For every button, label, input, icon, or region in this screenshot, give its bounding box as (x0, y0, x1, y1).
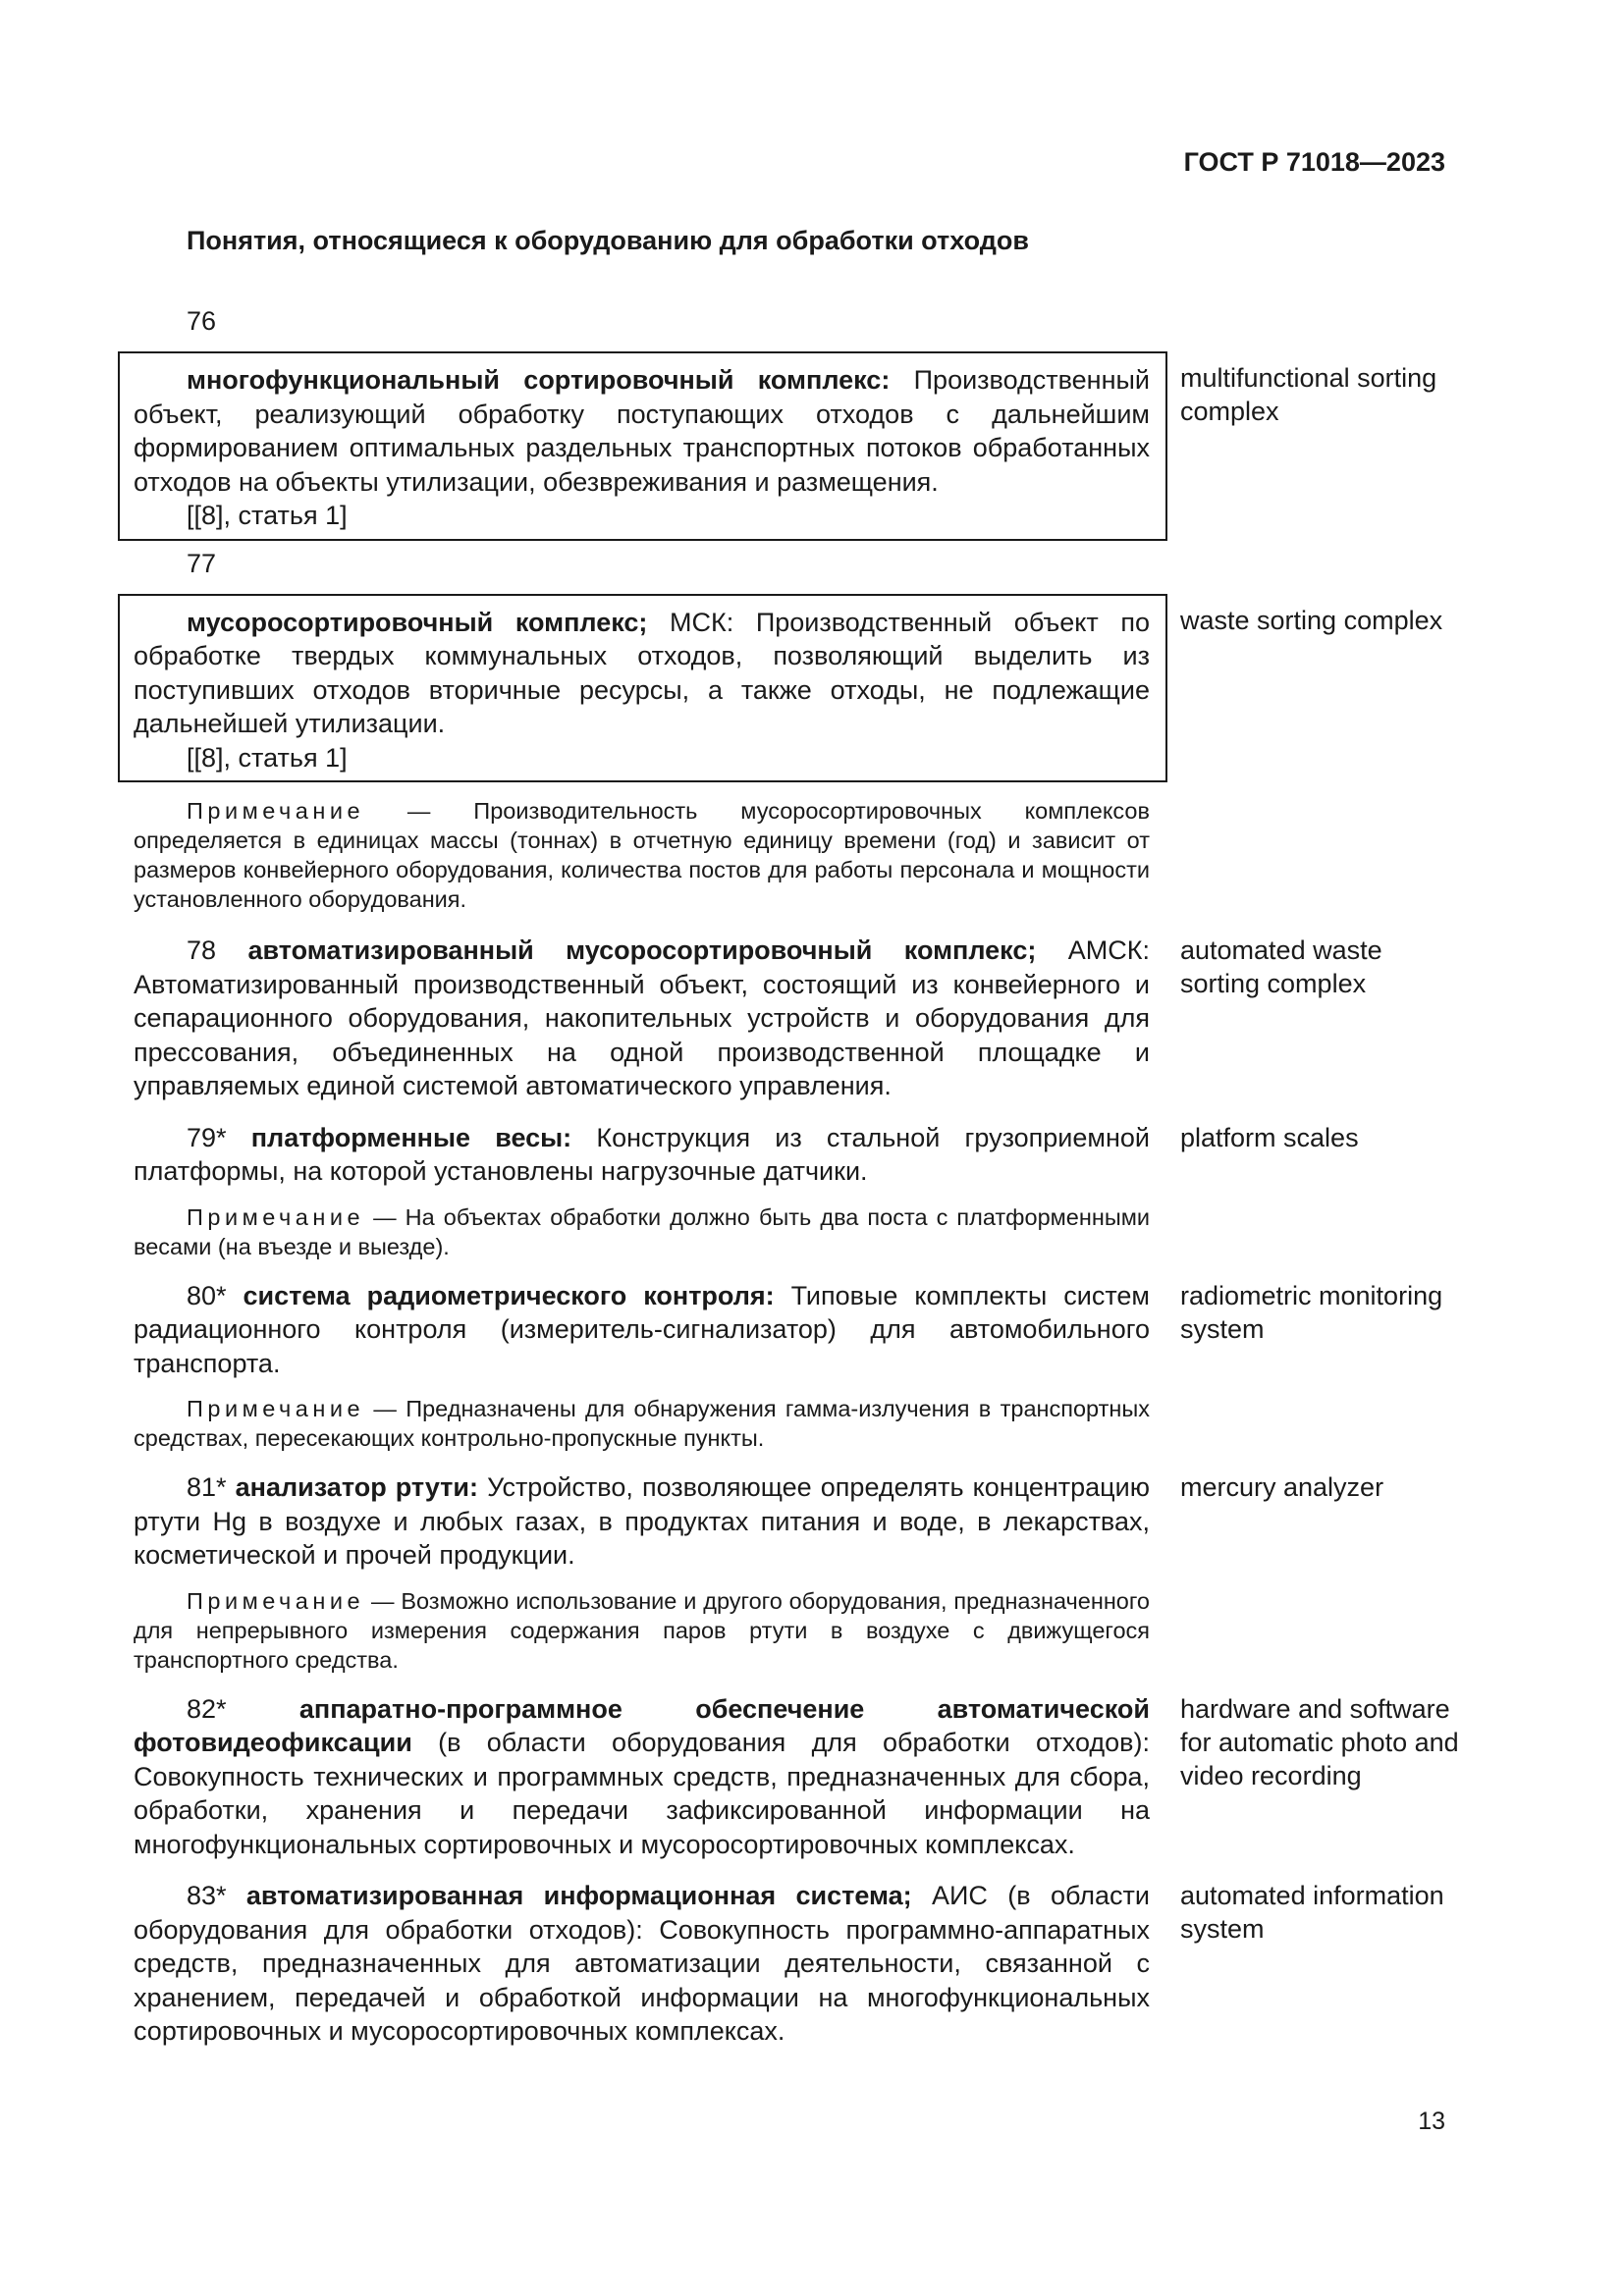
definition: АИС (в области оборудования для обработки отходов): Совокупность программно-аппаратных средств, предназначенных для автоматизации деятельности, связанной с хранением, передачей и обработкой информации на многофункциональных сортировочных и мусоросортировочных комплексах. (134, 1881, 1150, 2046)
definition: (в области оборудования для обработки отходов): Совокупность технических и программных средств, предназначенных для сбора, обработки, хранения и передачи зафиксированной информации на многофункциональных сортировочных и мусоросортировочных комплексах. (134, 1728, 1150, 1859)
term-entry (0, 1692, 1624, 1862)
source-reference: [[8], статья 1] (187, 501, 348, 530)
term-number: 76 (187, 306, 217, 336)
term-number: 77 (187, 548, 217, 578)
english-equivalent: mercury analyzer (1180, 1472, 1384, 1502)
english-equivalent: hardware and software for automatic photo and video recording (1180, 1693, 1459, 1790)
english-equivalent: automated waste sorting complex (1180, 935, 1382, 998)
term-frame (118, 351, 1167, 541)
term: платформенные весы: (250, 1122, 572, 1152)
term: аппаратно-программное обеспечение автоматической фотовидеофиксации (134, 1693, 1150, 1757)
section-title: Понятия, относящиеся к оборудованию для обработки отходов (187, 226, 1029, 255)
note-label: Примечание (187, 1396, 365, 1421)
term: многофункциональный сортировочный комплекс: (187, 365, 891, 395)
note (134, 1586, 1150, 1675)
term: система радиометрического контроля: (243, 1280, 775, 1310)
english-equivalent: radiometric monitoring system (1180, 1280, 1443, 1344)
note-label: Примечание (187, 798, 365, 824)
term: анализатор ртути: (235, 1472, 478, 1502)
note (134, 1202, 1150, 1261)
source-reference: [[8], статья 1] (187, 742, 348, 773)
term-number: 78 (187, 935, 217, 965)
term: мусоросортировочный комплекс; (187, 607, 648, 637)
definition: Типовые комплекты систем радиационного контроля (измеритель-сигнализатор) для автомобильного транспорта. (134, 1280, 1150, 1378)
term-frame (118, 594, 1167, 783)
definition: АМСК: Автоматизированный производственный объект, состоящий из конвейерного и сепарационного оборудования, накопительных устройств и оборудования для прессования, объединенных на одной производственной площадке и управляемых единой системой автоматического управления. (134, 935, 1150, 1100)
term-number: 81* (187, 1472, 227, 1502)
standard-designation: ГОСТ Р 71018—2023 (1183, 147, 1445, 177)
term-entry (0, 1121, 1624, 1189)
term-number: 83* (187, 1881, 227, 1910)
term-entry (0, 1879, 1624, 2049)
note-text: — На объектах обработки должно быть два поста с платформенными весами (на въезде и выезде). (134, 1203, 1151, 1259)
english-equivalent: platform scales (1180, 1122, 1359, 1152)
note-text: — Производительность мусоросортировочных комплексов определяется в единицах массы (тоннах) в отчетную единицу времени (год) и зависит от размеров конвейерного оборудования, количества постов для работы персонала и мощности установленного оборудования. (134, 798, 1150, 912)
term-entry (0, 1470, 1624, 1573)
term-number: 82* (187, 1693, 227, 1724)
definition: Устройство, позволяющее определять концентрацию ртути Hg в воздухе и любых газах, в продуктах питания и воде, в лекарствах, косметической и прочей продукции. (134, 1472, 1150, 1570)
term: автоматизированный мусоросортировочный комплекс; (247, 935, 1037, 965)
term-number: 80* (187, 1280, 227, 1310)
note-label: Примечание (187, 1587, 365, 1614)
term-entry (0, 1279, 1624, 1381)
term-number: 79* (187, 1122, 227, 1152)
term: автоматизированная информационная система; (245, 1881, 912, 1910)
term-entry (0, 351, 1624, 541)
definition: Производственный объект, реализующий обработку поступающих отходов с дальнейшим формированием оптимальных раздельных транспортных потоков обработанных отходов на объекты утилизации, обезвреживания и размещения. (134, 365, 1150, 497)
note-label: Примечание (187, 1203, 365, 1230)
page-number: 13 (1418, 2108, 1445, 2135)
note (134, 796, 1150, 914)
note (134, 1394, 1150, 1453)
definition: МСК: Производственный объект по обработке твердых коммунальных отходов, позволяющий выделить из поступивших отходов вторичные ресурсы, а также отходы, не подлежащие дальнейшей утилизации. (134, 607, 1150, 738)
terms-list (0, 304, 1624, 2049)
english-equivalent: automated information system (1180, 1881, 1444, 1944)
english-equivalent: waste sorting complex (1180, 605, 1443, 635)
note-text: — Предназначены для обнаружения гамма-излучения в транспортных средствах, пересекающих контрольно-пропускные пункты. (134, 1396, 1150, 1451)
english-equivalent: multifunctional sorting complex (1180, 363, 1437, 426)
term-entry (0, 594, 1624, 783)
definition: Конструкция из стальной грузоприемной платформы, на которой установлены нагрузочные датчики. (134, 1122, 1150, 1186)
note-text: — Возможно использование и другого оборудования, предназначенного для непрерывного измерения содержания паров ртути в воздухе с движущегося транспортного средства. (134, 1587, 1150, 1673)
term-entry (0, 934, 1624, 1103)
